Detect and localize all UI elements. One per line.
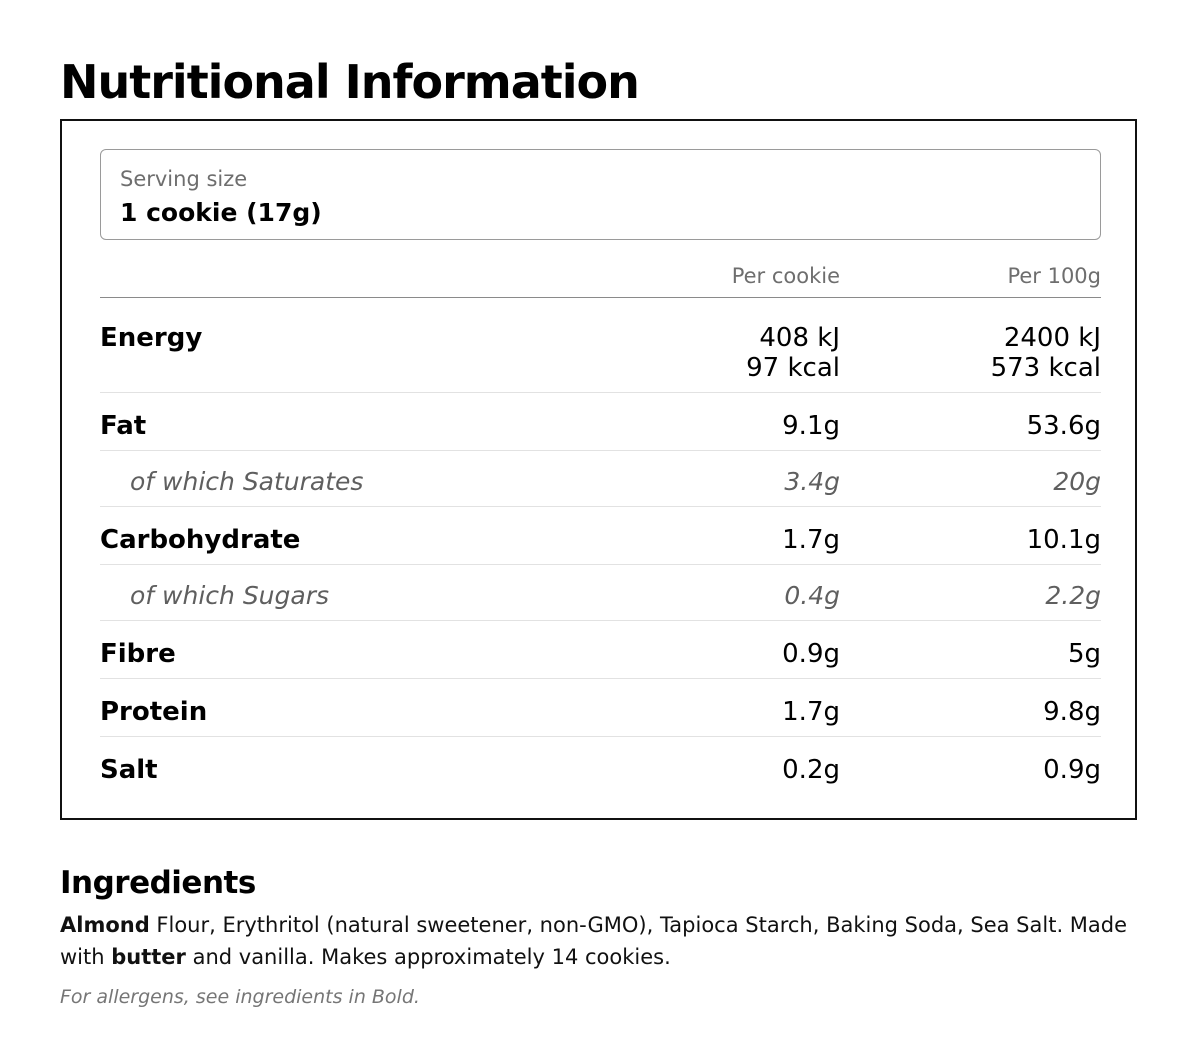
nutrient-value-per-100g: 5g	[1067, 639, 1101, 669]
nutrient-value-per-100g	[861, 323, 1101, 383]
nutrient-value-per-cookie: 1.7g	[782, 525, 840, 555]
nutrient-value-per-cookie: 0.9g	[782, 639, 840, 669]
nutrition-table-panel	[60, 119, 1137, 820]
nutrient-value-per-cookie	[600, 323, 840, 383]
nutrient-name: Energy	[100, 323, 203, 353]
column-header-per-cookie: Per cookie	[731, 264, 840, 288]
nutrient-row-protein	[100, 697, 1101, 737]
serving-size-value: 1 cookie (17g)	[120, 198, 322, 227]
serving-size-box	[100, 149, 1101, 240]
nutrient-value-per-cookie: 1.7g	[782, 697, 840, 727]
nutrient-row-fibre	[100, 639, 1101, 679]
nutrient-row-salt	[100, 755, 1101, 795]
nutrient-row-sugars	[100, 581, 1101, 621]
energy-kcal-per-100g: 573 kcal	[990, 353, 1101, 383]
nutrient-value-per-100g: 10.1g	[1026, 525, 1101, 555]
ingredients-text-part-2: and vanilla. Makes approximately 14 cookies.	[185, 945, 671, 969]
nutrient-row-fat	[100, 411, 1101, 451]
nutrient-name: Protein	[100, 697, 208, 727]
nutrient-value-per-cookie: 9.1g	[782, 411, 840, 441]
nutrient-value-per-100g: 2.2g	[1045, 581, 1101, 610]
ingredients-list	[60, 909, 1150, 973]
nutrient-row-carbohydrate	[100, 525, 1101, 565]
column-header-per-100g: Per 100g	[1007, 264, 1101, 288]
nutrient-row-energy	[100, 323, 1101, 393]
nutrient-value-per-100g: 9.8g	[1043, 697, 1101, 727]
energy-kcal-per-cookie: 97 kcal	[746, 353, 840, 383]
allergen-almond: Almond	[60, 913, 150, 937]
nutrient-value-per-100g: 20g	[1053, 467, 1101, 496]
header-divider	[100, 297, 1101, 298]
nutrient-name: Salt	[100, 755, 158, 785]
nutrient-value-per-cookie: 3.4g	[784, 467, 840, 496]
energy-kj-per-100g: 2400 kJ	[1003, 323, 1101, 353]
nutrient-value-per-100g: 53.6g	[1026, 411, 1101, 441]
allergen-butter: butter	[111, 945, 186, 969]
nutrient-name: Fat	[100, 411, 147, 441]
nutrient-value-per-cookie: 0.2g	[782, 755, 840, 785]
nutrient-name: of which Saturates	[130, 467, 364, 496]
serving-size-label: Serving size	[120, 167, 248, 191]
nutrient-row-saturates	[100, 467, 1101, 507]
nutrient-name: Fibre	[100, 639, 176, 669]
energy-kj-per-cookie: 408 kJ	[759, 323, 840, 353]
allergen-note: For allergens, see ingredients in Bold.	[60, 986, 420, 1008]
page-title: Nutritional Information	[60, 55, 639, 109]
nutrient-value-per-100g: 0.9g	[1043, 755, 1101, 785]
nutrient-value-per-cookie: 0.4g	[784, 581, 840, 610]
ingredients-text-part-1: Flour, Erythritol (natural sweetener, non-GMO), Tapioca Starch, Baking Soda, Sea Salt. Made with	[60, 913, 1128, 969]
nutrient-name: of which Sugars	[130, 581, 330, 610]
nutrient-name: Carbohydrate	[100, 525, 301, 555]
ingredients-title: Ingredients	[60, 865, 256, 901]
